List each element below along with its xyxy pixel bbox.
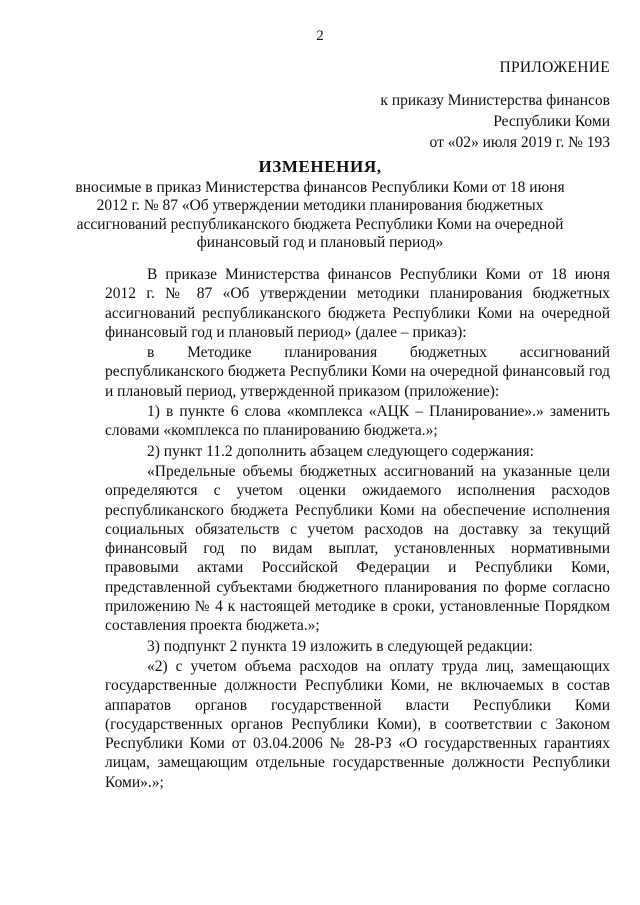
paragraph: в Методике планирования бюджетных ассигнований республиканского бюджета Республики Коми на очередной финансовый год и плановый период, утвержденной приказом (приложение):	[105, 344, 610, 400]
document-title: ИЗМЕНЕНИЯ,	[258, 157, 382, 176]
paragraph: «Предельные объемы бюджетных ассигнований на указанные цели определяются с учетом оценки ожидаемого исполнения расходов республиканского бюджета Республики Коми на обеспечение исполнения социальных обязательств с учетом расходов на доставку за текущий финансовый год по видам выплат, установленных нормативными правовыми актами Российской Федерации и Республики Коми, представленной субъектами бюджетного планирования по форме согласно приложению № 4 к настоящей методике в сроки, установленные Порядком составления проекта бюджета.»;	[105, 462, 610, 635]
appendix-line-1: к приказу Министерства финансов	[380, 92, 610, 109]
appendix-line-2: Республики Коми	[493, 113, 610, 130]
appendix-line-3: от «02» июля 2019 г. № 193	[429, 134, 610, 151]
title-block	[60, 158, 580, 253]
paragraph: 1) в пункте 6 слова «комплекса «АЦК – Планирование».» заменить словами «комплекса по планированию бюджета.»;	[105, 403, 610, 440]
appendix-heading: ПРИЛОЖЕНИЕ	[499, 59, 610, 76]
paragraph: В приказе Министерства финансов Республики Коми от 18 июня 2012 г. № 87 «Об утверждении методики планирования бюджетных ассигнований республиканского бюджета Республики Коми на очередной финансовый год и плановый период» (далее – приказ):	[105, 266, 610, 341]
page-number: 2	[316, 28, 324, 44]
appendix-block	[380, 57, 610, 153]
paragraph: 2) пункт 11.2 дополнить абзацем следующего содержания:	[147, 442, 534, 460]
document-body	[105, 265, 610, 793]
paragraph: «2) с учетом объема расходов на оплату труда лиц, замещающих государственные должности Республики Коми, не включаемых в состав аппаратов органов государственной власти Республики Коми (государственных органов Республики Коми), в соответствии с Законом Республики Коми от 03.04.2006 № 28-РЗ «О государственных гарантиях лицам, замещающим отдельные государственные должности Республики Коми».»;	[105, 657, 610, 791]
document-subtitle: вносимые в приказ Министерства финансов Республики Коми от 18 июня 2012 г. № 87 «Об утверждении методики планирования бюджетных ассигнований республиканского бюджета Республики Коми на очередной финансовый год и плановый период»	[75, 178, 565, 251]
paragraph: 3) подпункт 2 пункта 19 изложить в следующей редакции:	[147, 637, 533, 655]
